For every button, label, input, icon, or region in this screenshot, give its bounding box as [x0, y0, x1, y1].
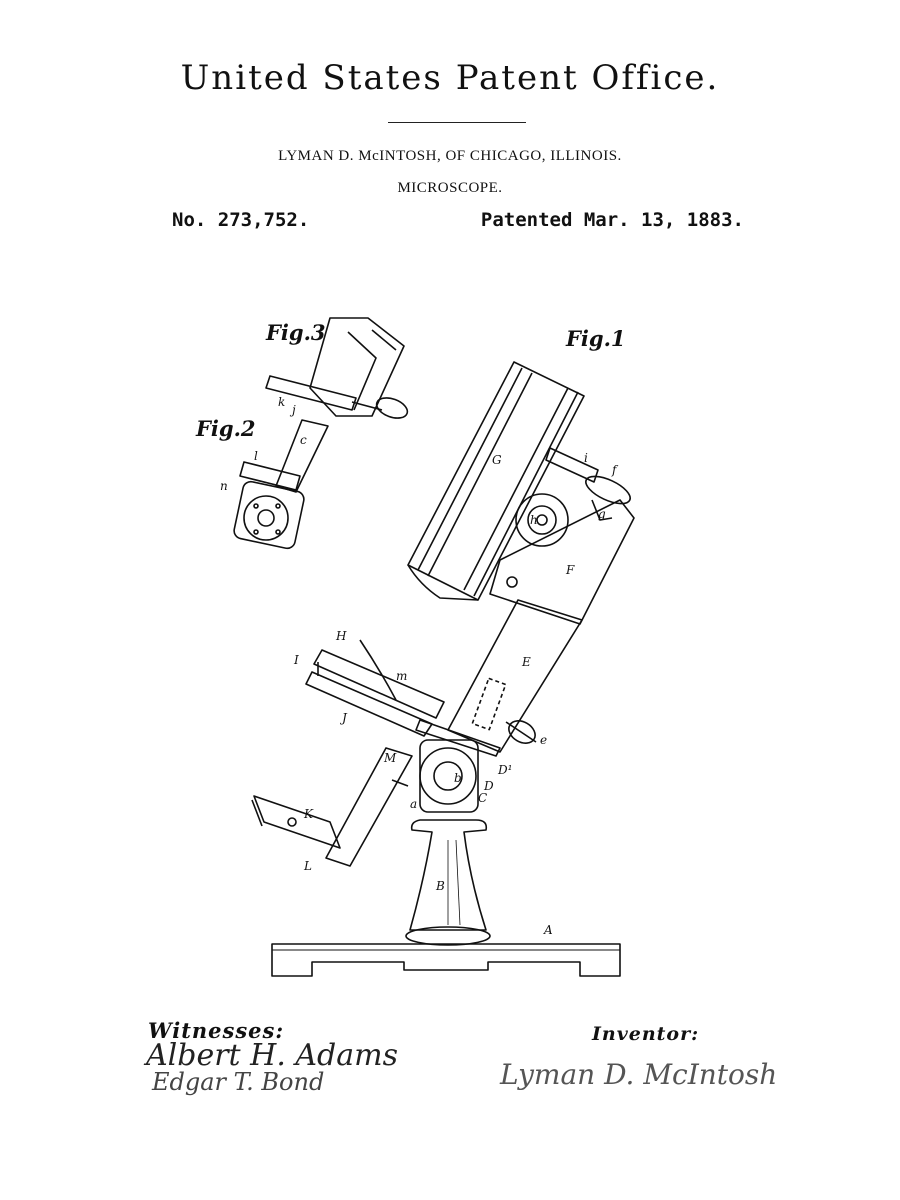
ref-n: n	[220, 479, 228, 493]
ref-c: c	[300, 433, 307, 447]
ref-C: C	[478, 791, 488, 805]
ref-a: a	[410, 797, 418, 811]
mirror-K	[254, 796, 340, 848]
ref-b: b	[454, 771, 462, 785]
base-foot	[272, 944, 620, 976]
ref-A: A	[544, 923, 553, 937]
patent-number: No. 273,752.	[172, 209, 310, 231]
fig-3-label: Fig.3	[266, 320, 326, 345]
ref-F: F	[566, 563, 575, 577]
ref-B: B	[436, 879, 445, 893]
ref-m: m	[396, 669, 408, 683]
stage-H	[314, 650, 444, 718]
inventor-signature: Lyman D. McIntosh	[500, 1058, 778, 1091]
ref-f: f	[612, 463, 617, 477]
fig-1-label: Fig.1	[566, 326, 626, 351]
ref-j: j	[292, 403, 296, 417]
ref-I: I	[294, 653, 299, 667]
inventor-heading: Inventor:	[592, 1023, 700, 1045]
figure-2-3-detail	[233, 318, 410, 550]
arm-E	[448, 600, 582, 752]
witness-signature-1: Albert H. Adams	[146, 1038, 398, 1073]
patent-date: Patented Mar. 13, 1883.	[480, 209, 744, 231]
ref-J: J	[342, 711, 347, 725]
hinge-joint	[420, 748, 476, 804]
ref-h: h	[530, 513, 538, 527]
ref-E: E	[522, 655, 531, 669]
ref-i: i	[584, 451, 588, 465]
fig2-column	[276, 420, 328, 492]
witness-signature-2: Edgar T. Bond	[152, 1068, 325, 1096]
ref-D: D	[484, 779, 494, 793]
ref-G: G	[492, 453, 502, 467]
bracket-F	[490, 500, 634, 624]
ref-l: l	[254, 449, 258, 463]
witnesses-heading: Witnesses:	[148, 1018, 285, 1043]
ref-g: g	[598, 507, 606, 521]
fine-focus-knob	[582, 471, 634, 509]
ref-M: M	[384, 751, 397, 765]
patent-office-title: United States Patent Office.	[180, 58, 720, 98]
inventor-line: LYMAN D. McINTOSH, OF CHICAGO, ILLINOIS.	[278, 148, 622, 164]
ref-e: e	[540, 733, 548, 747]
ref-H: H	[336, 629, 347, 643]
ref-k: k	[278, 395, 286, 409]
ref-L: L	[304, 859, 312, 873]
ref-D1: D¹	[498, 763, 513, 777]
ref-K: K	[304, 807, 313, 821]
fig-2-label: Fig.2	[196, 416, 256, 441]
patent-subject: MICROSCOPE.	[397, 180, 503, 196]
